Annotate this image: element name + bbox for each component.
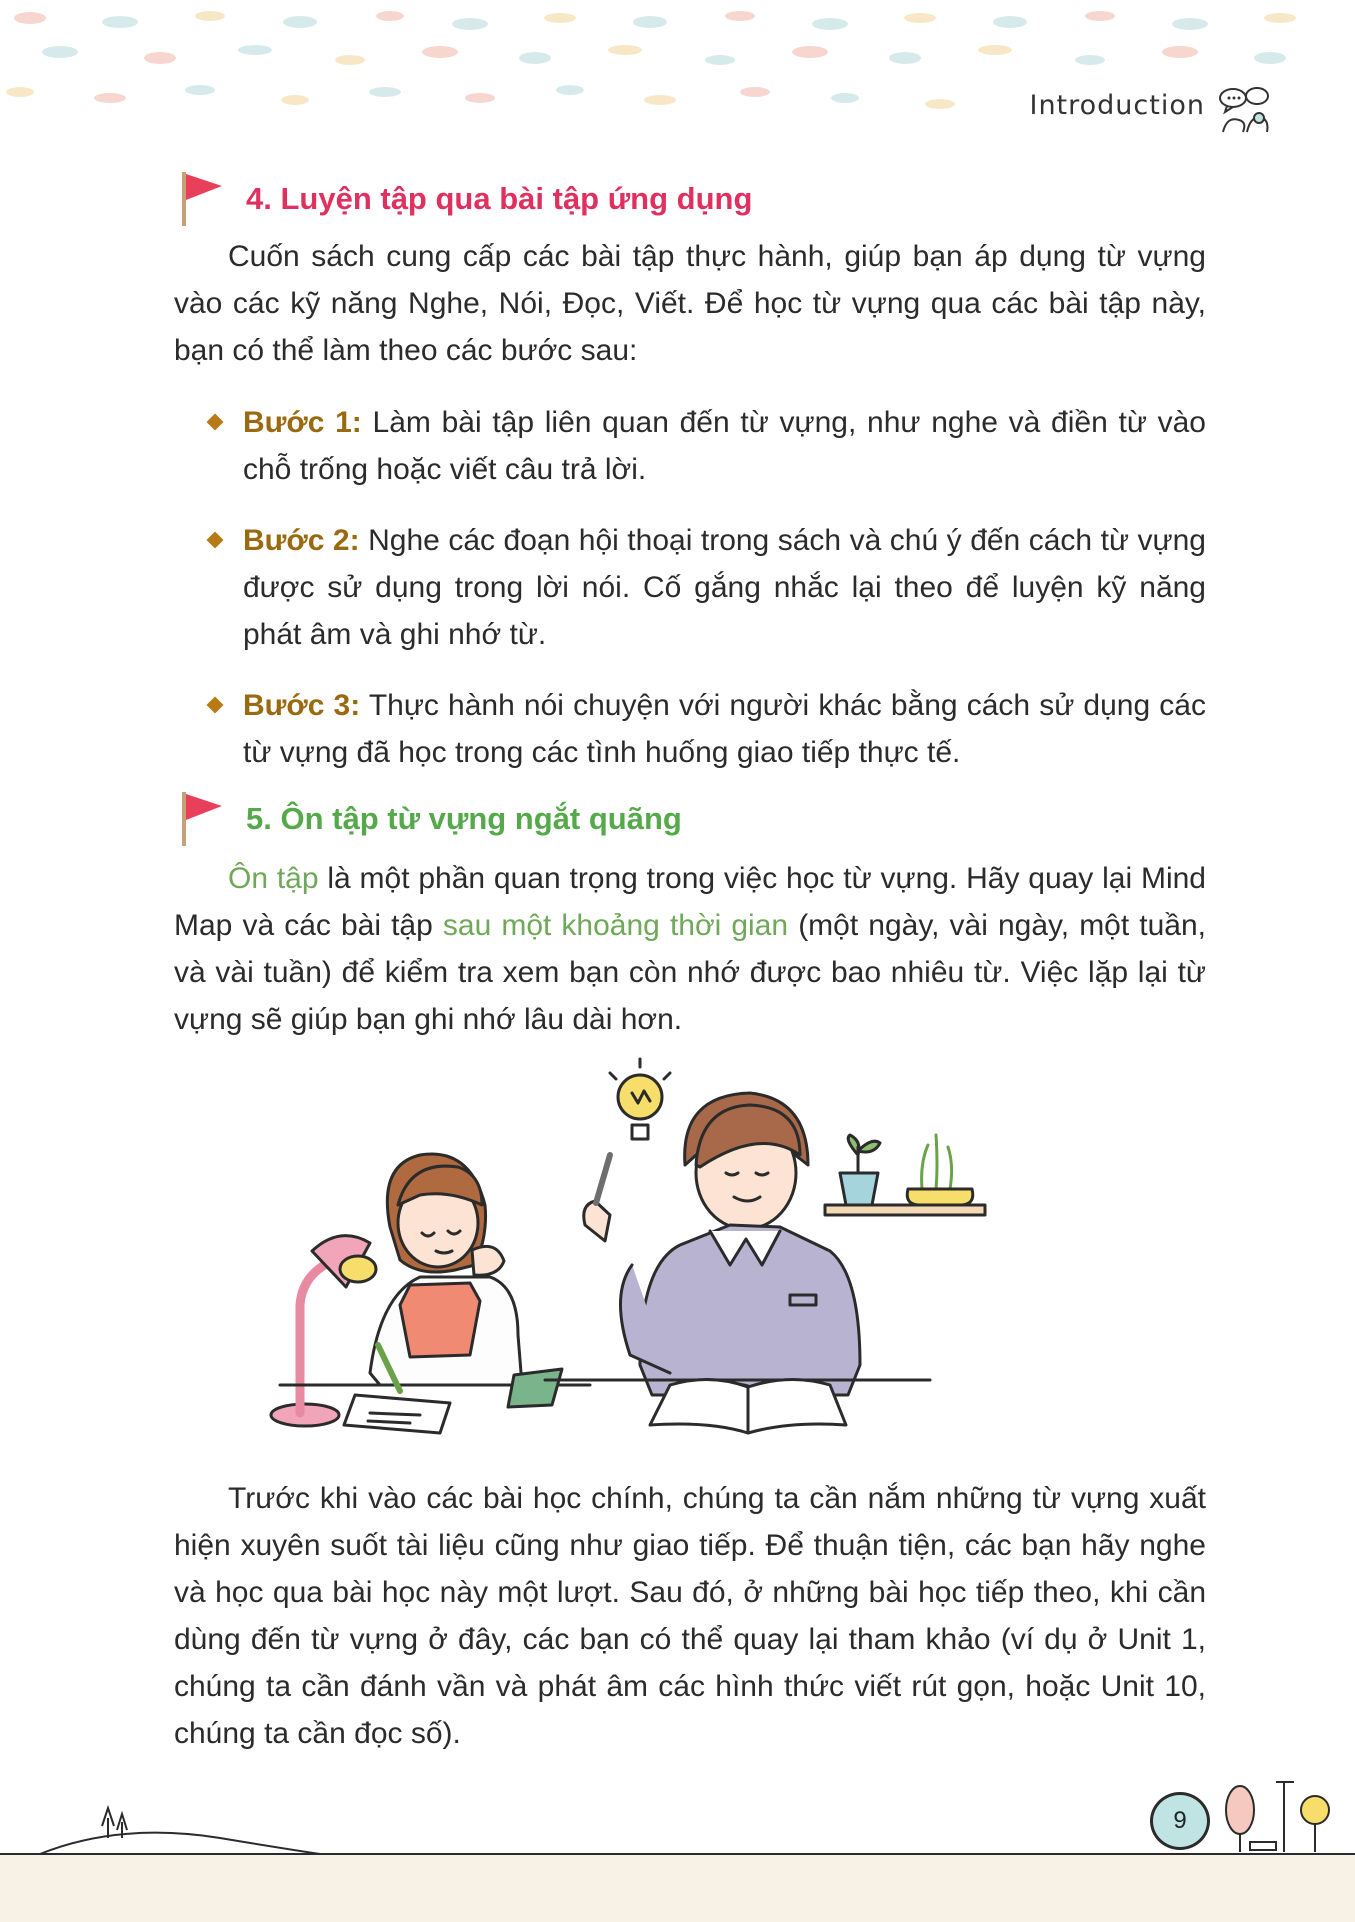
section-5-heading [178,790,682,848]
step-1-label: Bước 1: [243,406,362,439]
diamond-bullet-icon [207,532,224,549]
section-4-heading [178,170,752,228]
highlight-time-interval: sau một khoảng thời gian [442,909,789,942]
diamond-bullet-icon [207,697,224,714]
boy-thinking-icon [584,1093,860,1395]
step-1 [205,399,1206,493]
open-book-icon [650,1379,846,1433]
closing-paragraph: Trước khi vào các bài học chính, chúng ta cần nắm những từ vựng xuất hiện xuyên suốt tài liệu cũng như giao tiếp. Để thuận tiện, các bạn hãy nghe và học qua bài học này một lượt. Sau đó, ở những bài học tiếp theo, khi cần dùng đến từ vựng ở đây, các bạn có thể quay lại tham khảo (ví dụ ở Unit 1, chúng ta cần đánh vần và phát âm các hình thức viết rút gọn, hoặc Unit 10, chúng ta cần đọc số). [174,1482,1206,1750]
highlight-on-tap: Ôn tập [228,862,319,895]
step-1-text: Làm bài tập liên quan đến từ vựng, như nghe và điền từ vào chỗ trống hoặc viết câu trả lời. [243,406,1206,486]
lightbulb-icon [610,1059,670,1139]
section-4-intro: Cuốn sách cung cấp các bài tập thực hành, giúp bạn áp dụng từ vựng vào các kỹ năng Nghe, Nói, Đọc, Viết. Để học từ vựng qua các bài tập này, bạn có thể làm theo các bước sau: [174,240,1206,367]
step-3-text: Thực hành nói chuyện với người khác bằng cách sử dụng các từ vựng đã học trong các tình huống giao tiếp thực tế. [243,689,1206,769]
step-2-text: Nghe các đoạn hội thoại trong sách và chú ý đến cách từ vựng được sử dụng trong lời nói. Cố gắng nhắc lại theo để luyện kỹ năng phát âm và ghi nhớ từ. [243,524,1206,651]
study-illustration [260,1055,1120,1450]
girl-studying-icon [344,1154,562,1433]
diamond-bullet-icon [207,414,224,431]
step-3 [205,682,1206,776]
step-2 [205,517,1206,658]
plant-shelf-icon [825,1135,985,1215]
page-number: 9 [1150,1792,1210,1850]
red-flag-icon [178,170,226,228]
park-trees-icon [1226,1782,1329,1852]
red-flag-icon [178,790,226,848]
section-5-title: 5. Ôn tập từ vựng ngắt quãng [246,801,682,836]
step-2-label: Bước 2: [243,524,360,557]
section-5-paragraph: Ôn tập là một phần quan trọng trong việc học từ vựng. Hãy quay lại Mind Map và các bài tập sau một khoảng thời gian (một ngày, vài ngày, một tuần, và vài tuần) để kiểm tra xem bạn còn nhớ được bao nhiêu từ. Việc lặp lại từ vựng sẽ giúp bạn ghi nhớ lâu dài hơn. [174,862,1207,1036]
section-4-title: 4. Luyện tập qua bài tập ứng dụng [246,181,753,216]
speech-bubbles-icon [1217,84,1273,138]
header-section-label: Introduction [1029,90,1205,121]
step-3-label: Bước 3: [243,689,361,722]
footer-landscape [0,1760,1355,1922]
